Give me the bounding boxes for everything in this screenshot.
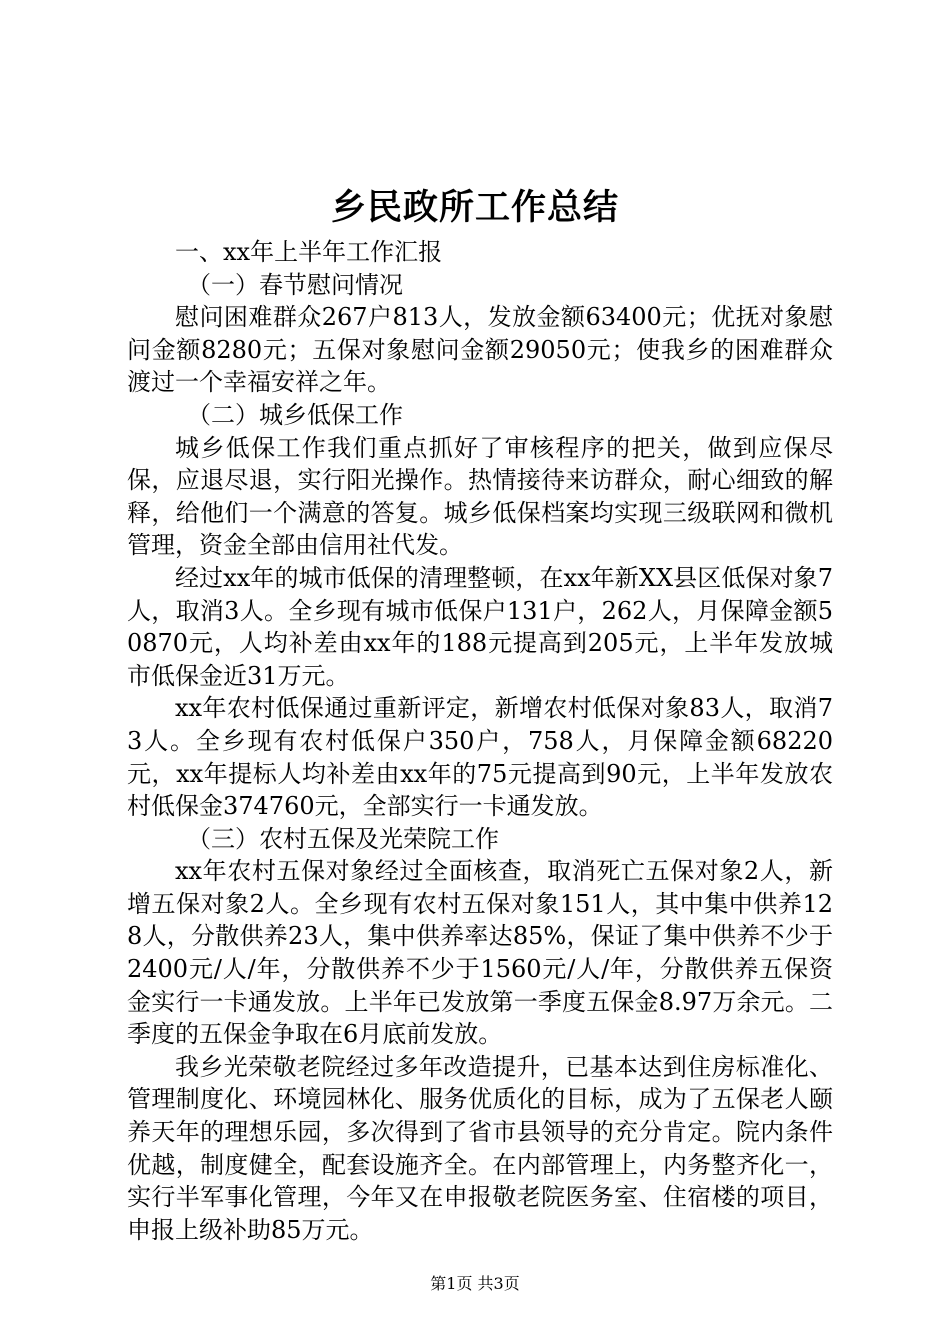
section-heading: 一、xx年上半年工作汇报 xyxy=(175,238,443,266)
body-paragraph: 慰问困难群众267户813人，发放金额63400元；优抚对象慰问金额8280元；五保对象慰问金额29050元；使我乡的困难群众渡过一个幸福安祥之年。 xyxy=(127,303,833,397)
body-paragraph: 经过xx年的城市低保的清理整顿，在xx年新XX县区低保对象7人，取消3人。全乡现有城市低保户131户，262人，月保障金额50870元，人均补差由xx年的188元提高到205元，上半年发放城市低保金近31万元。 xyxy=(127,563,833,690)
page-footer: 第1页 共3页 xyxy=(430,1274,520,1293)
page-title: 乡民政所工作总结 xyxy=(330,187,619,228)
body-paragraph: 城乡低保工作我们重点抓好了审核程序的把关，做到应保尽保，应退尽退，实行阳光操作。热情接待来访群众，耐心细致的解释，给他们一个满意的答复。城乡低保档案均实现三级联网和微机管理，资金全部由信用社代发。 xyxy=(127,433,833,560)
document-body xyxy=(127,236,833,1246)
body-paragraph: 我乡光荣敬老院经过多年改造提升，已基本达到住房标准化、管理制度化、环境园林化、服务优质化的目标，成为了五保老人颐养天年的理想乐园，多次得到了省市县领导的充分肯定。院内条件优越，制度健全，配套设施齐全。在内部管理上，内务整齐化一，实行半军事化管理，今年又在申报敬老院医务室、住宿楼的项目，申报上级补助85万元。 xyxy=(127,1052,833,1244)
subsection-heading: （二）城乡低保工作 xyxy=(187,400,403,429)
body-paragraph: xx年农村五保对象经过全面核查，取消死亡五保对象2人，新增五保对象2人。全乡现有农村五保对象151人，其中集中供养128人，分散供养23人，集中供养率达85%，保证了集中供养不少于2400元/人/年，分散供养不少于1560元/人/年，分散供养五保资金实行一卡通发放。上半年已发放第一季度五保金8.97万余元。二季度的五保金争取在6月底前发放。 xyxy=(127,857,833,1049)
body-paragraph: xx年农村低保通过重新评定，新增农村低保对象83人，取消73人。全乡现有农村低保户350户，758人，月保障金额68220元，xx年提标人均补差由xx年的75元提高到90元，上半年发放农村低保金374760元，全部实行一卡通发放。 xyxy=(127,694,833,821)
subsection-heading: （一）春节慰问情况 xyxy=(187,270,403,299)
subsection-heading: （三）农村五保及光荣院工作 xyxy=(187,824,499,853)
